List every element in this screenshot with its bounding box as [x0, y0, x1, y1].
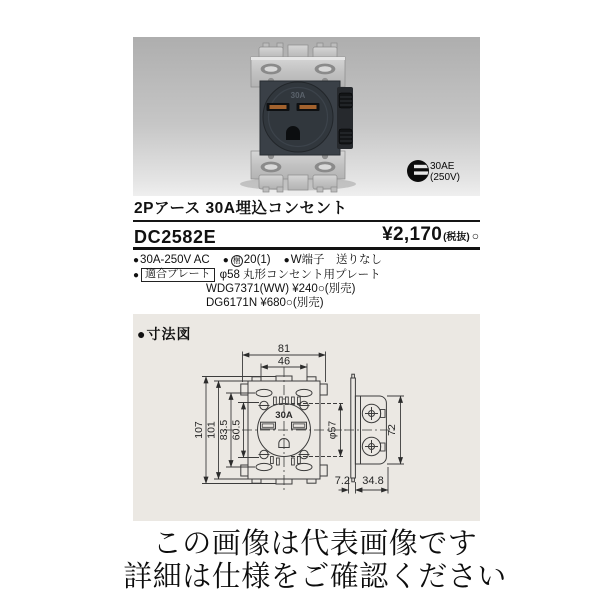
rating-symbol-icon: [407, 160, 460, 183]
rating-label-line1: 30AE: [430, 161, 455, 172]
representative-image-notice: [25, 528, 600, 594]
outlet-round-face: [263, 82, 333, 152]
spec-packing: [223, 254, 271, 267]
dimension-section-label: ●寸法図: [137, 326, 192, 342]
packing-circle-icon: 梱: [232, 255, 241, 265]
dim-inner-width: 46: [277, 355, 291, 368]
price-group: [382, 224, 479, 246]
dimension-section: [133, 314, 480, 521]
model-number: DC2582E: [134, 227, 217, 247]
dim-plate-offset: 7.2: [334, 475, 350, 487]
metal-strap-bottom: [251, 151, 345, 192]
price-circle-mark: ○: [471, 229, 479, 243]
dimension-labels: [193, 343, 398, 487]
outlet-product-illustration: [133, 37, 480, 196]
rating-label-line2: (250V): [430, 172, 461, 183]
dim-side-height: 72: [386, 424, 398, 436]
dimension-drawing: [133, 314, 480, 521]
dim-hole-pitch: 83.5: [218, 419, 230, 441]
bullet-icon: ●: [222, 255, 229, 266]
dim-body-depth: 34.8: [362, 475, 384, 487]
dim-face-diameter: φ57: [326, 420, 339, 440]
spec-rating: [133, 254, 210, 267]
ground-slot: [286, 126, 300, 140]
plate-description: φ58 丸形コンセント用プレート: [219, 268, 381, 281]
spec-row-plate: [133, 268, 480, 282]
bullet-icon: ●: [283, 255, 290, 266]
catalog-block: [133, 37, 480, 521]
metal-strap-top: [251, 43, 345, 87]
dim-strap-height: 101: [205, 421, 218, 439]
spec-terminal: [284, 254, 382, 267]
dim-body-height: 60.5: [230, 419, 243, 441]
bullet-icon: ●: [133, 255, 140, 266]
plate-option-1: WDG7371(WW) ¥240○(別売): [206, 283, 356, 295]
bullet-icon: ●: [133, 269, 140, 281]
dim-total-height: 107: [193, 421, 205, 439]
dim-top-width: 81: [277, 343, 291, 355]
model-price-row: [133, 222, 480, 250]
notice-line-1: この画像は代表画像です: [152, 528, 478, 560]
dim-face-marking: 30A: [275, 410, 293, 421]
spec-packing-text: 20(1): [243, 254, 271, 266]
plate-label-box: 適合プレート: [141, 268, 215, 282]
face-marking-30a: 30A: [290, 91, 306, 100]
spec-terminal-text: W端子 送りなし: [290, 254, 383, 266]
plate-option-2: DG6171N ¥680○(別売): [206, 297, 324, 309]
spec-rating-text: 30A-250V AC: [140, 254, 210, 266]
product-title: 2Pアース 30A埋込コンセント: [133, 201, 480, 222]
product-photo: [133, 37, 480, 196]
notice-line-2: 詳細は仕様をご確認ください: [123, 561, 507, 593]
price-tax-note: (税抜): [443, 232, 470, 243]
spec-row-ratings: [133, 254, 480, 267]
spec-list: [133, 254, 480, 310]
price-value: ¥2,170: [382, 224, 443, 245]
